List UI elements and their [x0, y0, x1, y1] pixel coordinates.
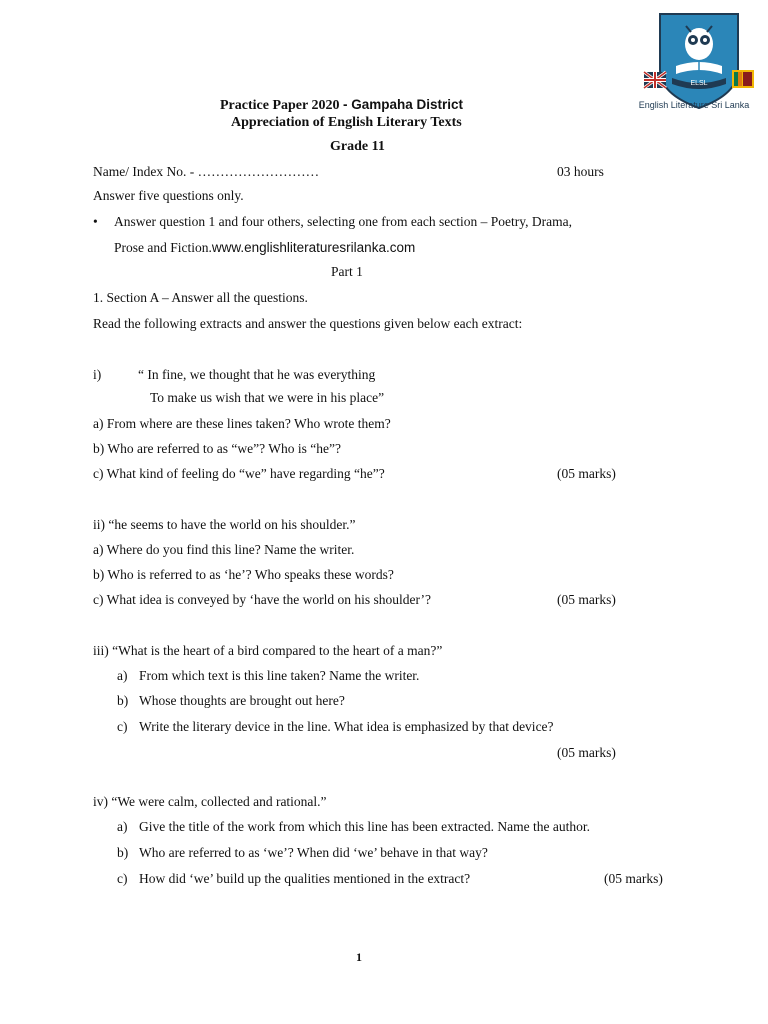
q3-a: From which text is this line taken? Name the writer.: [139, 668, 420, 683]
q4-a: Give the title of the work from which this line has been extracted. Name the author.: [139, 819, 590, 834]
title-part2: - Gampaha District: [342, 97, 464, 112]
section-heading: 1. Section A – Answer all the questions.: [93, 290, 308, 305]
bullet-instruction-text: Prose and Fiction.: [114, 240, 212, 255]
q1-number: i): [93, 367, 102, 382]
grade-label: Grade 11: [330, 139, 385, 154]
q4-b: Who are referred to as ‘we’? When did ‘we’ behave in that way?: [139, 845, 488, 860]
part-heading: Part 1: [331, 264, 363, 279]
general-instruction: Answer five questions only.: [93, 188, 244, 203]
q2-quote: ii) “he seems to have the world on his shoulder.”: [93, 517, 356, 532]
q3-c: Write the literary device in the line. What idea is emphasized by that device?: [139, 719, 554, 734]
q1-quote-line2: To make us wish that we were in his place”: [150, 390, 385, 405]
q4-marks: (05 marks): [604, 871, 663, 886]
q3-b: Whose thoughts are brought out here?: [139, 693, 345, 708]
q3-marks: (05 marks): [557, 745, 616, 760]
q2-c: c) What idea is conveyed by ‘have the world on his shoulder’?: [93, 592, 432, 607]
q2-b: b) Who is referred to as ‘he’? Who speaks these words?: [93, 567, 394, 582]
q4-b-label: b): [117, 845, 129, 860]
q3-a-label: a): [117, 668, 128, 683]
logo-monogram: ELSL: [690, 80, 708, 87]
q4-c: How did ‘we’ build up the qualities mentioned in the extract?: [139, 871, 471, 886]
q4-quote: iv) “We were calm, collected and rational.”: [93, 794, 327, 809]
q3-c-label: c): [117, 719, 128, 734]
bullet-marker: •: [93, 214, 98, 229]
page-number: 1: [356, 950, 362, 964]
owl-book-shield-icon: [642, 10, 756, 114]
website-link: www.englishliteraturesrilanka.com: [211, 240, 416, 255]
q1-quote-line1: “ In fine, we thought that he was everything: [138, 367, 376, 382]
q1-c: c) What kind of feeling do “we” have regarding “he”?: [93, 466, 385, 481]
bullet-instruction-line2: [114, 240, 415, 256]
q2-a: a) Where do you find this line? Name the writer.: [93, 542, 355, 557]
page-title: [220, 97, 463, 114]
name-index-field: Name/ Index No. - ………………………: [93, 164, 320, 179]
bullet-instruction-line1: Answer question 1 and four others, selecting one from each section – Poetry, Drama,: [114, 214, 572, 229]
q3-quote: iii) “What is the heart of a bird compared to the heart of a man?”: [93, 643, 443, 658]
paper-subtitle: Appreciation of English Literary Texts: [231, 115, 462, 130]
q1-a: a) From where are these lines taken? Who wrote them?: [93, 416, 391, 431]
q3-b-label: b): [117, 693, 129, 708]
q2-marks: (05 marks): [557, 592, 616, 607]
q4-c-label: c): [117, 871, 128, 886]
title-part1: Practice Paper 2020: [220, 98, 340, 113]
q1-marks: (05 marks): [557, 466, 616, 481]
logo-caption: English Literature Sri Lanka: [638, 100, 750, 110]
section-instruction: Read the following extracts and answer the questions given below each extract:: [93, 316, 523, 331]
q4-a-label: a): [117, 819, 128, 834]
q1-b: b) Who are referred to as “we”? Who is “he”?: [93, 441, 341, 456]
duration: 03 hours: [557, 164, 604, 179]
